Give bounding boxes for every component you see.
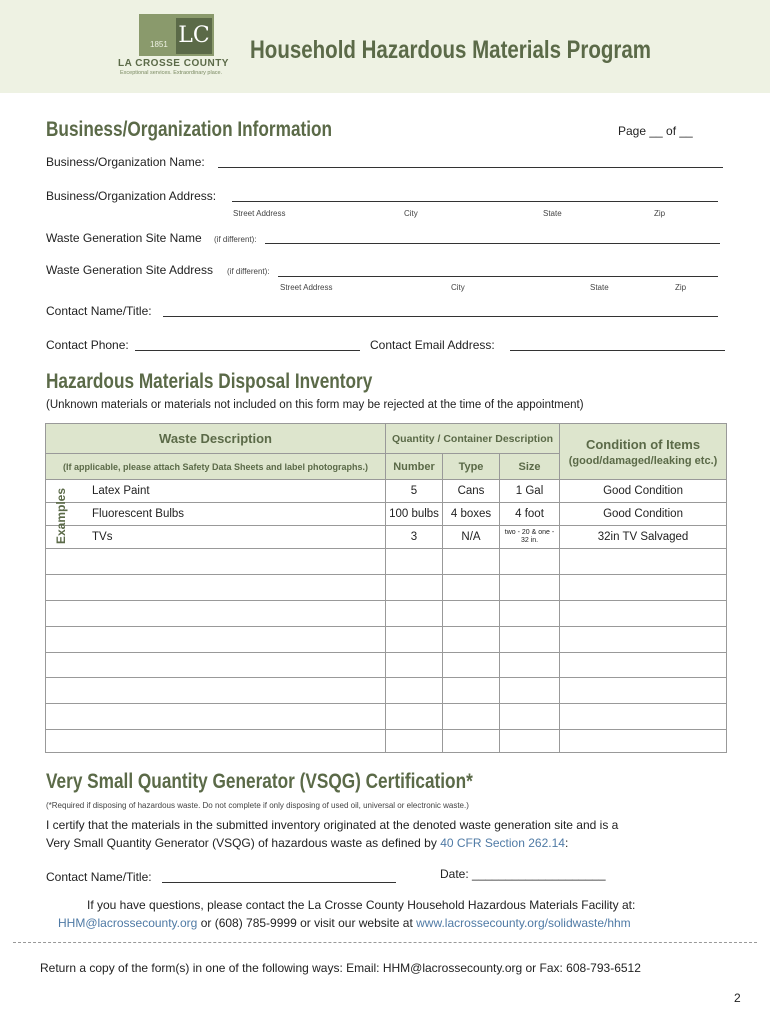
site-sub-street: Street Address [280,283,333,292]
footer-contact-line [58,916,631,930]
col-number-header: Number [386,454,443,480]
addr-sub-zip: Zip [654,209,666,218]
page-number: 2 [734,991,741,1005]
vsqg-heading: Very Small Quantity Generator (VSQG) Certification* [46,770,473,793]
addr-sub-state: State [543,209,562,218]
col-waste-header: Waste Description [46,424,386,454]
cfr-link[interactable]: 40 CFR Section 262.14 [440,836,565,850]
site-sub-state: State [590,283,609,292]
col-waste-sub: (If applicable, please attach Safety Data Sheets and label photographs.) [46,454,386,480]
business-heading: Business/Organization Information [46,118,333,141]
contact-name-label: Contact Name/Title: [46,304,152,318]
business-address-field[interactable] [232,201,718,202]
table-row[interactable] [46,575,727,601]
logo-year: 1851 [150,40,168,49]
cut-line [13,942,757,943]
example-type: Cans [443,480,500,503]
site-address-label: Waste Generation Site Address [46,263,213,277]
vsqg-note: (*Required if disposing of hazardous waste. Do not complete if only disposing of used oil, universal or electronic waste.) [46,801,469,810]
examples-label [50,488,72,550]
vsqg-contact-label: Contact Name/Title: [46,870,152,884]
vsqg-date-label: Date: ____________________ [440,867,606,881]
table-row[interactable] [46,678,727,704]
table-row[interactable] [46,549,727,575]
site-name-field[interactable] [265,243,720,244]
page-of-label: Page __ of __ [618,124,693,138]
example-size: two - 20 & one - 32 in. [500,526,560,549]
logo-name: LA CROSSE COUNTY [118,58,229,69]
logo-lc-mark: LC [176,18,212,54]
example-type: N/A [443,526,500,549]
logo-tagline: Exceptional services. Extraordinary place. [120,70,223,76]
example-condition: 32in TV Salvaged [560,526,727,549]
example-number: 100 bulbs [386,503,443,526]
example-condition: Good Condition [560,503,727,526]
footer-website-link[interactable]: www.lacrossecounty.org/solidwaste/hhm [416,916,631,930]
contact-phone-field[interactable] [135,350,360,351]
contact-email-field[interactable] [510,350,725,351]
example-row [46,480,727,503]
example-desc: Latex Paint [46,480,386,503]
vsqg-contact-field[interactable] [162,882,396,883]
example-number: 5 [386,480,443,503]
col-qty-header: Quantity / Container Description [386,424,560,454]
example-number: 3 [386,526,443,549]
footer-phone-text: or (608) 785-9999 or visit our website at [200,916,413,930]
footer-email-link[interactable]: HHM@lacrossecounty.org [58,916,198,930]
inventory-table [45,423,727,753]
contact-phone-label: Contact Phone: [46,338,129,352]
business-name-field[interactable] [218,167,723,168]
cert-line2 [46,836,568,850]
business-name-label: Business/Organization Name: [46,155,205,169]
examples-label-text: Examples [54,487,68,544]
example-type: 4 boxes [443,503,500,526]
table-row[interactable] [46,601,727,627]
table-row[interactable] [46,730,727,753]
cert-line2-end: : [564,836,569,850]
table-row[interactable] [46,627,727,653]
example-row [46,503,727,526]
cert-line1: I certify that the materials in the submitted inventory originated at the denoted waste generation site and is a [46,818,619,832]
example-desc: TVs [46,526,386,549]
return-instructions: Return a copy of the form(s) in one of the following ways: Email: HHM@lacrossecounty.org or Fax: 608-793-6512 [40,961,641,975]
example-size: 4 foot [500,503,560,526]
example-row [46,526,727,549]
site-address-field[interactable] [278,276,718,277]
page-title: Household Hazardous Materials Program [250,36,651,64]
business-address-label: Business/Organization Address: [46,189,217,203]
example-condition: Good Condition [560,480,727,503]
col-size-header: Size [500,454,560,480]
inventory-note: (Unknown materials or materials not included on this form may be rejected at the time of the appointment) [46,399,584,411]
col-condition-title: Condition of Items [585,436,701,452]
table-row[interactable] [46,653,727,678]
col-condition-header [560,424,727,480]
inventory-heading: Hazardous Materials Disposal Inventory [46,370,373,393]
table-row[interactable] [46,704,727,730]
contact-email-label: Contact Email Address: [370,338,495,352]
example-size: 1 Gal [500,480,560,503]
example-desc: Fluorescent Bulbs [46,503,386,526]
addr-sub-street: Street Address [233,209,286,218]
site-sub-zip: Zip [675,283,687,292]
col-type-header: Type [443,454,500,480]
cert-line2-text: Very Small Quantity Generator (VSQG) of hazardous waste as defined by [46,836,437,850]
site-name-ifdiff: (if different): [214,235,257,244]
col-condition-sub: (good/damaged/leaking etc.) [568,454,718,467]
contact-name-field[interactable] [163,316,718,317]
footer-questions: If you have questions, please contact the La Crosse County Household Hazardous Materials Facility at: [87,898,636,912]
addr-sub-city: City [404,209,418,218]
site-name-label: Waste Generation Site Name [46,231,202,245]
site-sub-city: City [451,283,465,292]
site-addr-ifdiff: (if different): [227,267,270,276]
